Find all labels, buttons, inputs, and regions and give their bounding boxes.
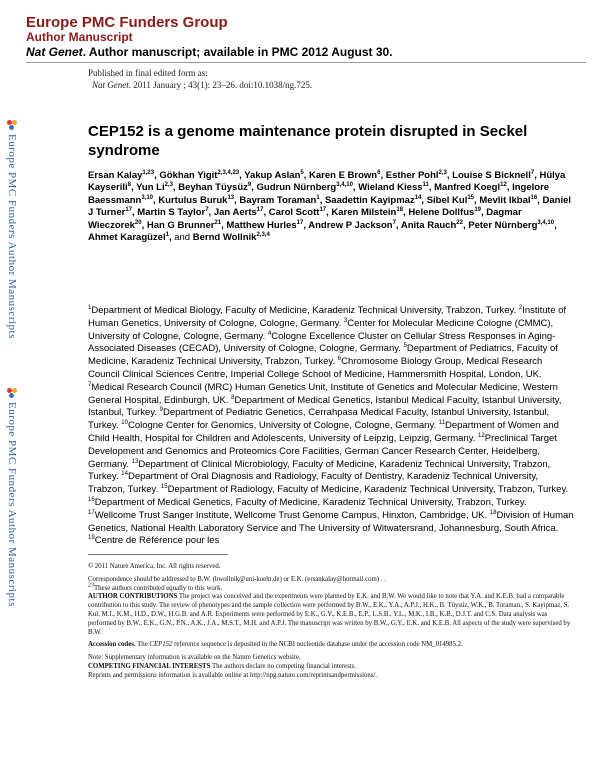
- accession-text: reference sequence is deposited in the NCBI nucleotide database under the accession code NM_014985.2.: [174, 641, 463, 649]
- europe-pmc-logo-icon: [7, 120, 17, 130]
- sidebar-group-top: [4, 120, 20, 339]
- copyright-note: © 2011 Nature America, Inc. All rights reserved.: [88, 563, 221, 570]
- affiliation-text: Department of Medical Genetics, Istanbul Medical Faculty, Istanbul University, Istanbul, Turkey.: [88, 394, 562, 419]
- author-name: Mevlit Ikbal: [479, 194, 531, 206]
- author-affiliation-sup: 15: [467, 194, 475, 201]
- author-affiliation-sup: 19: [474, 207, 481, 214]
- affiliation-number: 17: [88, 509, 95, 516]
- footnote-divider: [88, 554, 228, 555]
- affiliation-number: 2: [518, 304, 523, 311]
- author-name: Ahmet Karagüzel: [88, 232, 166, 244]
- author-name: Saadettin Kayipmaz: [324, 194, 415, 206]
- correspondence-note: Correspondence should be addressed to B.W. (bwollnik@uni-koeln.de) or E.K. (ersankalay@hotmail.com) . .: [88, 575, 386, 583]
- author-affiliation-sup: 1: [316, 194, 320, 201]
- affiliation-text: Department of Pediatrics, Faculty of Medicine, Karadeniz Technical University, Trabzon, Turkey.: [88, 343, 558, 368]
- author-name: Ersan Kalay: [88, 170, 143, 181]
- affiliation-text: Wellcome Trust Sanger Institute, Wellcome Trust Genome Campus, Hinxton, Cambridge, UK.: [94, 509, 488, 521]
- competing-label: COMPETING FINANCIAL INTERESTS: [88, 662, 211, 670]
- author-name: Wieland Kiess: [358, 182, 423, 194]
- affiliation-text: Department of Oral Diagnosis and Radiology, Faculty of Dentistry, Karadeniz Technical University, Trabzon, Turkey.: [88, 471, 539, 496]
- author-list: Ersan Kalay$^{1,23}$, Gökhan Yigit$^{2,3,4,23}$, Yakup Aslan$^5$, Karen E Brown$^6$, Esther Pohl$^{2,3}$, Louise S Bicknell$^7$, Hülya Kayserili$^8$, Yun Li$^{2,3}$, Beyhan Tüysüz$^9$, Gudrun Nürnberg$^{3,4,10}$, Wieland Kiess$^{11}$, Manfred Koegl$^{12}$, Ingelore Baessmann$^{3,10}$, Kurtulus Buruk$^{13}$, Bayram Toraman$^1$, Saadettin Kayipmaz$^{14}$, Sibel Kul$^{15}$, Mevlit Ikbal$^{16}$, Daniel J Turner$^{17}$, Martin S Taylor$^7$, Jan Aerts$^{17}$, Carol Scott$^{17}$, Karen Milstein$^{18}$, Helene Dollfus$^{19}$, Dagmar Wieczorek$^{20}$, Han G Brunner$^{21}$, Matthew Hurles$^{17}$, Andrew P Jackson$^7$, Anita Rauch$^{22}$, Peter Nürnberg$^{3,4,10}$, Ahmet Karagüzel$^1$, and Bernd Wollnik$^{2,3,4}$: [88, 169, 572, 244]
- author-affiliation-sup: 17: [296, 219, 304, 226]
- author-name: Dagmar Wieczorek: [88, 207, 522, 231]
- author-affiliation-sup: 12: [500, 182, 507, 189]
- page-header: [26, 14, 393, 60]
- affiliation-number: 10: [121, 420, 128, 427]
- contributions-text: The project was conceived and the experiments were planned by E.K. and B.W. We would like to note that Y.A. and K.E.B. had a comparable contribution to this study. The review of phenotypes and the sample collection were performed by B.W., E.K., Y.A., A.P.J., H.K., B. Tüysüz, W.K., B. Toraman., S. Kayipmaz, S. Kul, M.I., K.M., H.D., D.W., H.G.B. and A.R. Experiments were performed by E.K., G.Y., K.E.B., E.P., L.S.B., Y.L., M.K., I.B., K.B., D.J.T. and C.S. Data analysis was performed by B.W., E.K., G.N., P.N., A.K., J.A., M.S.T., M.H. and A.P.J. The manuscript was written by B.W., G.Y., E.K. and K.E.B. All aspects of the study were supervised by B.W.: [88, 593, 571, 636]
- author-affiliation-sup: 2,3,4,23: [217, 169, 240, 176]
- affiliation-text: Department of Pediatric Genetics, Cerrahpasa Medical Faculty, Istanbul University, Istanbul, Turkey.: [88, 407, 550, 432]
- author-name: Han G Brunner: [146, 219, 215, 231]
- availability-line: [26, 46, 393, 60]
- affiliation-text: Department of Radiology, Faculty of Medicine, Karadeniz Technical University, Trabzon, Turkey.: [167, 484, 569, 496]
- author-affiliation-sup: 2,3: [438, 169, 447, 176]
- accession-gene: CEP152: [149, 641, 173, 649]
- author-name: Louise S Bicknell: [452, 170, 531, 181]
- affiliation-number: 8: [231, 394, 235, 401]
- journal-name: Nat Genet: [26, 45, 83, 60]
- affiliation-text: Chromosome Biology Group, Medical Research Council Clinical Sciences Centre, Imperial College School of Medicine, Hammersmith Hospital, London, UK.: [88, 356, 543, 380]
- affiliation-number: 9: [159, 407, 163, 414]
- published-line: Published in final edited form as:: [88, 68, 208, 78]
- affiliation-number: 4: [267, 330, 272, 337]
- sidebar-label-top: Europe PMC Funders Author Manuscripts: [6, 134, 18, 339]
- equal-contribution-note: [88, 582, 574, 594]
- paper-title: CEP152 is a genome maintenance protein disrupted in Seckel syndrome: [88, 123, 528, 159]
- author-name: Gudrun Nürnberg: [256, 182, 337, 194]
- supplementary-note: Note: Supplementary information is available on the Nature Genetics website.: [88, 654, 301, 662]
- affiliation-text: Centre de Référence pour les: [94, 535, 220, 547]
- author-name: Helene Dollfus: [408, 207, 475, 219]
- affiliation-number: 6: [337, 356, 342, 363]
- equal-contribution-text: These authors contributed equally to this work.: [94, 584, 223, 592]
- author-name: Andrew P Jackson: [308, 219, 393, 231]
- citation-line: [88, 79, 312, 91]
- affiliation-text: Institute of Human Genetics, University of Cologne, Cologne, Germany.: [88, 305, 567, 329]
- author-affiliation-sup: 17: [125, 207, 132, 214]
- affiliation-text: Department of Medical Biology, Faculty of Medicine, Karadeniz Technical University, Trabzon, Turkey.: [91, 305, 517, 316]
- affiliation-number: 7: [88, 381, 92, 388]
- author-affiliation-sup: 16: [530, 194, 538, 201]
- author-affiliation-sup: 2,3,4: [256, 231, 270, 238]
- author-name: Daniel J Turner: [88, 194, 572, 219]
- author-name: Kurtulus Buruk: [158, 194, 228, 206]
- manuscript-type-label: Author Manuscript: [26, 30, 133, 45]
- header-divider: [26, 62, 586, 63]
- accession-label: Accession codes.: [88, 641, 136, 649]
- author-affiliation-sup: 9: [247, 182, 252, 189]
- author-affiliation-sup: 1,23: [142, 169, 155, 176]
- affiliation-number: 3: [343, 317, 348, 324]
- competing-interests: [88, 663, 574, 672]
- author-affiliation-sup: 13: [227, 194, 235, 201]
- author-affiliation-sup: 8: [127, 182, 131, 189]
- author-name: Yakup Aslan: [244, 170, 301, 181]
- author-affiliation-sup: 14: [414, 194, 422, 201]
- author-name: Hülya Kayserili: [88, 170, 566, 194]
- affiliation-text: Preclinical Target Development and Genomics and Proteomics Core Facilities, German Cancer Research Center, Heidelberg, Germany.: [88, 432, 557, 470]
- footnotes: [88, 563, 574, 685]
- author-name: Jan Aerts: [213, 207, 257, 219]
- funders-group-label: Europe PMC Funders Group: [26, 14, 228, 31]
- affiliation-text: Department of Women and Child Health, Hospital for Children and Adolescents, University of Leipzig, Leipzig, Germany.: [88, 420, 559, 444]
- affiliation-list: [88, 305, 576, 548]
- author-affiliation-sup: 5: [300, 169, 304, 176]
- publication-info: [88, 67, 312, 91]
- author-name: Bernd Wollnik: [192, 232, 257, 244]
- author-name: Yun Li: [136, 182, 165, 194]
- sidebar-label-bottom: Europe PMC Funders Author Manuscripts: [6, 402, 18, 607]
- europe-pmc-logo-icon: [7, 388, 17, 398]
- affiliation-text: Cologne Excellence Cluster on Cellular Stress Responses in Aging-Associated Diseases (CECAD), University of Cologne, Cologne, Germany.: [88, 330, 556, 355]
- equal-contribution-sup: 23: [88, 582, 94, 589]
- author-name: Sibel Kul: [426, 194, 468, 206]
- affiliation-number: 5: [403, 343, 407, 350]
- author-affiliation-sup: 7: [205, 207, 209, 214]
- author-name: Ingelore Baessmann: [88, 182, 550, 206]
- author-affiliation-sup: 22: [456, 219, 463, 226]
- affiliation-text: Division of Human Genetics, National Health Laboratory Service and The University of Witwatersrand, Johannesburg, South Africa.: [88, 509, 574, 534]
- author-contributions: [88, 593, 574, 637]
- affiliation-number: 16: [88, 496, 95, 503]
- affiliation-text: Department of Clinical Microbiology, Faculty of Medicine, Karadeniz Technical University, Trabzon, Turkey.: [88, 458, 551, 483]
- author-affiliation-sup: 18: [396, 207, 404, 214]
- affiliation-text: Medical Research Council (MRC) Human Genetics Unit, Institute of Genetics and Molecular Medicine, Western General Hospital, Edinburgh, UK.: [88, 381, 558, 406]
- author-name: Beyhan Tüysüz: [178, 182, 248, 194]
- author-affiliation-sup: 20: [134, 219, 142, 226]
- sidebar-group-bottom: [4, 388, 20, 607]
- affiliation-number: 14: [121, 471, 128, 478]
- affiliation-number: 12: [478, 432, 485, 439]
- author-affiliation-sup: 21: [214, 219, 222, 226]
- contributions-label: AUTHOR CONTRIBUTIONS: [88, 593, 178, 601]
- author-affiliation-sup: 6: [377, 169, 381, 176]
- author-name: Carol Scott: [268, 207, 320, 219]
- author-affiliation-sup: 3,4,10: [537, 219, 555, 226]
- citation-text: . 2011 January ; 43(1): 23–26. doi:10.1038/ng.725.: [128, 80, 313, 90]
- competing-text: The authors declare no competing financial interests.: [211, 662, 356, 670]
- affiliation-number: 19: [88, 535, 95, 542]
- author-name: Gökhan Yigit: [159, 170, 218, 181]
- author-name: Anita Rauch: [400, 219, 457, 231]
- accession-codes: Accession codes. The CEP152 reference sequence is deposited in the NCBI nucleotide database under the accession code NM_014985.2.: [88, 641, 463, 649]
- author-affiliation-sup: 2,3: [164, 182, 173, 189]
- sidebar: [0, 120, 24, 680]
- reprints-note: Reprints and permissions information is available online at http://npg.nature.com/reprintsandpermissions/.: [88, 671, 378, 679]
- author-affiliation-sup: 11: [422, 182, 429, 189]
- affiliation-number: 1: [88, 304, 92, 311]
- author-affiliation-sup: 3,4,10: [336, 182, 353, 189]
- affiliation-number: 18: [489, 509, 497, 516]
- author-conjunction: and: [174, 232, 191, 244]
- author-name: Matthew Hurles: [226, 219, 297, 231]
- affiliation-text: Department of Medical Genetics, Faculty of Medicine, Karadeniz Technical University, Trabzon, Turkey.: [94, 496, 527, 508]
- affiliation-number: 11: [438, 420, 446, 427]
- author-name: Karen Milstein: [331, 207, 397, 219]
- affiliation-number: 15: [160, 484, 168, 490]
- author-name: Bayram Toraman: [239, 194, 317, 206]
- affiliation-number: 13: [131, 458, 139, 465]
- author-affiliation-sup: 7: [392, 219, 396, 226]
- author-affiliation-sup: 17: [319, 207, 327, 214]
- affiliation-text: Center for Molecular Medicine Cologne (CMMC), University of Cologne, Cologne, Germany.: [88, 317, 554, 342]
- author-affiliation-sup: 17: [256, 207, 264, 214]
- affiliation-text: Cologne Center for Genomics, University of Cologne, Cologne, Germany.: [127, 420, 437, 432]
- author-name: Esther Pohl: [385, 170, 439, 181]
- author-name: Karen E Brown: [309, 170, 378, 181]
- author-name: Peter Nürnberg: [468, 219, 538, 231]
- citation-journal: Nat Genet: [92, 80, 129, 90]
- author-affiliation-sup: 3,10: [141, 194, 154, 201]
- author-name: Manfred Koegl: [434, 182, 501, 194]
- author-affiliation-sup: 1: [165, 231, 169, 238]
- author-name: Martin S Taylor: [137, 207, 206, 219]
- availability-text: . Author manuscript; available in PMC 2012 August 30.: [82, 45, 393, 60]
- author-affiliation-sup: 7: [530, 169, 535, 176]
